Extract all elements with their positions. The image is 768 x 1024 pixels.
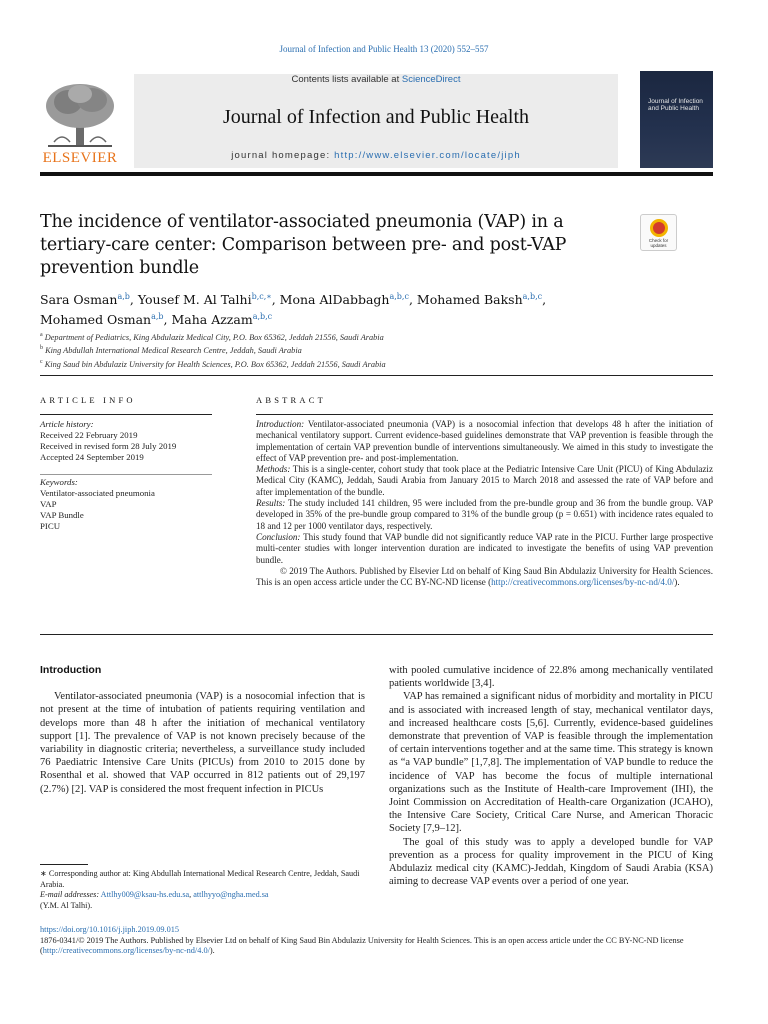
divider [40, 414, 212, 415]
author: Mohamed Baksh$^{a,b,c}$ [416, 292, 543, 308]
issn-copyright: 1876-0341/© 2019 The Authors. Published by Elsevier Ltd on behalf of King Saud Bin Abdulaziz University for Health Sciences. This is an open access article under the CC BY-NC-ND license (http://creativecommons.org/licenses/by-nc-nd/4.0/). [40, 935, 684, 955]
sciencedirect-link[interactable]: ScienceDirect [401, 74, 461, 85]
contents-line [134, 74, 618, 85]
homepage-line [134, 150, 618, 161]
contents-prefix: Contents lists available at [291, 74, 402, 85]
divider [40, 634, 713, 635]
journal-citation-link[interactable]: Journal of Infection and Public Health 13 (2020) 552–557 [279, 44, 489, 54]
author-list: Sara Osman$^{a,b}$, Yousef M. Al Talhi$^{b,c,∗}$, Mona AlDabbagh$^{a,b,c}$, Mohamed Baksh$^{a,b,c}$, Mohamed Osman$^{a,b}$, Maha Azzam$^{a,b,c}$ [40, 292, 547, 328]
keywords-label: Keywords: [40, 477, 78, 487]
keyword: VAP Bundle [40, 510, 84, 520]
homepage-prefix: journal homepage: [231, 150, 335, 161]
masthead-banner [134, 74, 618, 168]
crossmark-line1: Check for [648, 238, 669, 243]
body-paragraph: VAP has remained a significant nidus of morbidity and mortality in PICU and is associated with increased length of stay, mechanical ventilator days, and increased healthcare costs [5,6]. Currently, evidence-based guidelines demonstrate that prevention of VAP is feasible through the implementation of certain interventions together and at the same time. This strategy is known as “a VAP bundle” [1,7,8]. The implementation of VAP bundle to reduce the incidence of VAP has become the focus of multiple international organizations such as the Institute of Health-care Improvement (IHI), the Joint Commission on Accreditation of Health-care Organization (JCAHO), the Intensive Care Society, Critical Care Nurse, and American Thoracic Society [7,9–12]. [389, 691, 713, 835]
article-bottom-meta [40, 925, 720, 957]
keywords [40, 477, 212, 532]
homepage-link[interactable]: http://www.elsevier.com/locate/jiph [334, 150, 521, 161]
affiliations [40, 330, 640, 370]
author: Mohamed Osman$^{a,b}$ [40, 312, 164, 328]
doi-link[interactable]: https://doi.org/10.1016/j.jiph.2019.09.015 [40, 925, 180, 934]
body-left-column [40, 664, 365, 796]
article-history [40, 419, 212, 463]
author: Mona AlDabbagh$^{a,b,c}$ [279, 292, 409, 308]
affiliation: $^a$ Department of Pediatrics, King Abdulaziz Medical City, P.O. Box 65362, Jeddah 21556, Saudi Arabia [40, 332, 384, 342]
footnote-rule [40, 864, 88, 865]
body-right-column [389, 664, 713, 888]
divider [40, 474, 212, 475]
check-for-updates-badge[interactable] [640, 214, 677, 251]
license-link[interactable]: http://creativecommons.org/licenses/by-nc-nd/4.0/ [42, 946, 210, 955]
keyword: Ventilator-associated pneumonia [40, 488, 155, 498]
keyword: VAP [40, 499, 57, 509]
abstract-body [256, 419, 713, 588]
email-line: E-mail addresses: Attlhy009@ksau-hs.edu.sa, attlhyyo@ngha.med.sa [40, 890, 269, 899]
article-info-heading: ARTICLE INFO [40, 395, 136, 405]
email-link[interactable]: attlhyyo@ngha.med.sa [193, 890, 269, 899]
history-item: Received in revised form 28 July 2019 [40, 441, 177, 451]
license-link[interactable]: http://creativecommons.org/licenses/by-nc-nd/4.0/ [491, 577, 675, 588]
body-paragraph: The goal of this study was to apply a developed bundle for VAP prevention as a process for quality improvement in the PICU of King Abdulaziz medical city (KAMC)-Jeddah, Kingdom of Saudi Arabia (KSA) aiming to decrease VAP events over a period of one year. [389, 836, 713, 888]
introduction-heading: Introduction [40, 664, 102, 676]
divider [40, 375, 713, 376]
abstract-copyright: © 2019 The Authors. Published by Elsevier Ltd on behalf of King Saud Bin Abdulaziz University for Health Sciences. This is an open access article under the CC BY-NC-ND license (http://creativecommons.org/licenses/by-nc-nd/4.0/). [256, 565, 713, 588]
author: Sara Osman$^{a,b}$ [40, 292, 130, 308]
cover-title: Journal of Infection and Public Health [648, 98, 703, 112]
abstract-conclusion: Conclusion: This study found that VAP bundle did not significantly reduce VAP rate in the PICU. Further large prospective multi-center studies with longer intervention duration are indicated to investigate the benefits of using VAP prevention bundle. [256, 531, 713, 565]
author: Maha Azzam$^{a,b,c}$ [171, 312, 273, 328]
crossmark-label [641, 239, 676, 249]
affiliation: $^b$ King Abdullah International Medical Research Centre, Jeddah, Saudi Arabia [40, 345, 302, 356]
article-title: The incidence of ventilator-associated pneumonia (VAP) in a tertiary-care center: Comparison between pre- and post-VAP prevention bundle [40, 212, 567, 278]
email-owner: (Y.M. Al Talhi). [40, 900, 93, 910]
corresponding-author-footnote [40, 869, 370, 911]
elsevier-wordmark: ELSEVIER [42, 150, 118, 166]
abstract-heading: ABSTRACT [256, 395, 326, 405]
keyword: PICU [40, 521, 61, 531]
abstract-introduction: Introduction: Ventilator-associated pneumonia (VAP) is a nosocomial infection that develops 48 h after the initiation of mechanical ventilatory support. Current evidence-based guidelines demonstrate that VAP prevention is feasible through the implementation of certain VAP prevention bundle of interventions simultaneously. We aimed in this study to investigate the effect of VAP prevention pre- and post-implementation. [256, 419, 713, 463]
history-label: Article history: [40, 419, 94, 429]
divider [256, 414, 713, 415]
journal-masthead [40, 70, 713, 168]
abstract-results: Results: The study included 141 children, 95 were included from the pre-bundle group and 36 from the bundle group. VAP developed in 35% of the pre-bundle group compared to 31% of the bundle group (p = 0.651) with incidence rates equaled to 18 and 12 per 1000 ventilator days, respectively. [256, 498, 713, 531]
journal-name: Journal of Infection and Public Health [222, 106, 530, 128]
affiliation: $^c$ King Saud bin Abdulaziz University for Health Sciences, P.O. Box 65362, Jeddah 21556, Saudi Arabia [40, 358, 386, 369]
abstract-methods: Methods: This is a single-center, cohort study that took place at the Pediatric Intensive Care Unit (PICU) of King Abdulaziz Medical City (KAMC), Jeddah, Saudi Arabia from January 2015 to March 2018 and assessed the rate of VAP before and after implementation of the bundle. [256, 464, 713, 497]
history-item: Received 22 February 2019 [40, 430, 138, 440]
crossmark-icon [650, 219, 668, 237]
body-paragraph: Ventilator-associated pneumonia (VAP) is a nosocomial infection that is not present at the time of intubation of patients requiring ventilation and develops more than 48 h after the initiation of mechanical ventilatory support [1]. The prevalence of VAP is not known precisely because of the variability in diagnostic criteria; nevertheless, a surveillance study included 76 Paediatric Intensive Care Units (PICUs) from 2010 to 2015 done by Rosenthal et al. showed that VAP occurred in 812 patients out of 29,197 (2.7%) [2]. VAP is considered the most frequent infection in PICUs [40, 691, 365, 795]
body-paragraph: with pooled cumulative incidence of 22.8% among mechanically ventilated patients worldwide [3,4]. [389, 665, 713, 690]
author: Yousef M. Al Talhi$^{b,c,∗}$ [137, 292, 272, 308]
journal-cover-thumbnail [640, 71, 713, 168]
crossmark-line2: updates [650, 242, 667, 248]
history-item: Accepted 24 September 2019 [40, 452, 144, 462]
email-link[interactable]: Attlhy009@ksau-hs.edu.sa [100, 890, 190, 899]
masthead-rule [40, 172, 713, 176]
corresponding-author: ∗ Corresponding author at: King Abdullah International Medical Research Centre, Jeddah, Saudi Arabia. [40, 869, 360, 889]
